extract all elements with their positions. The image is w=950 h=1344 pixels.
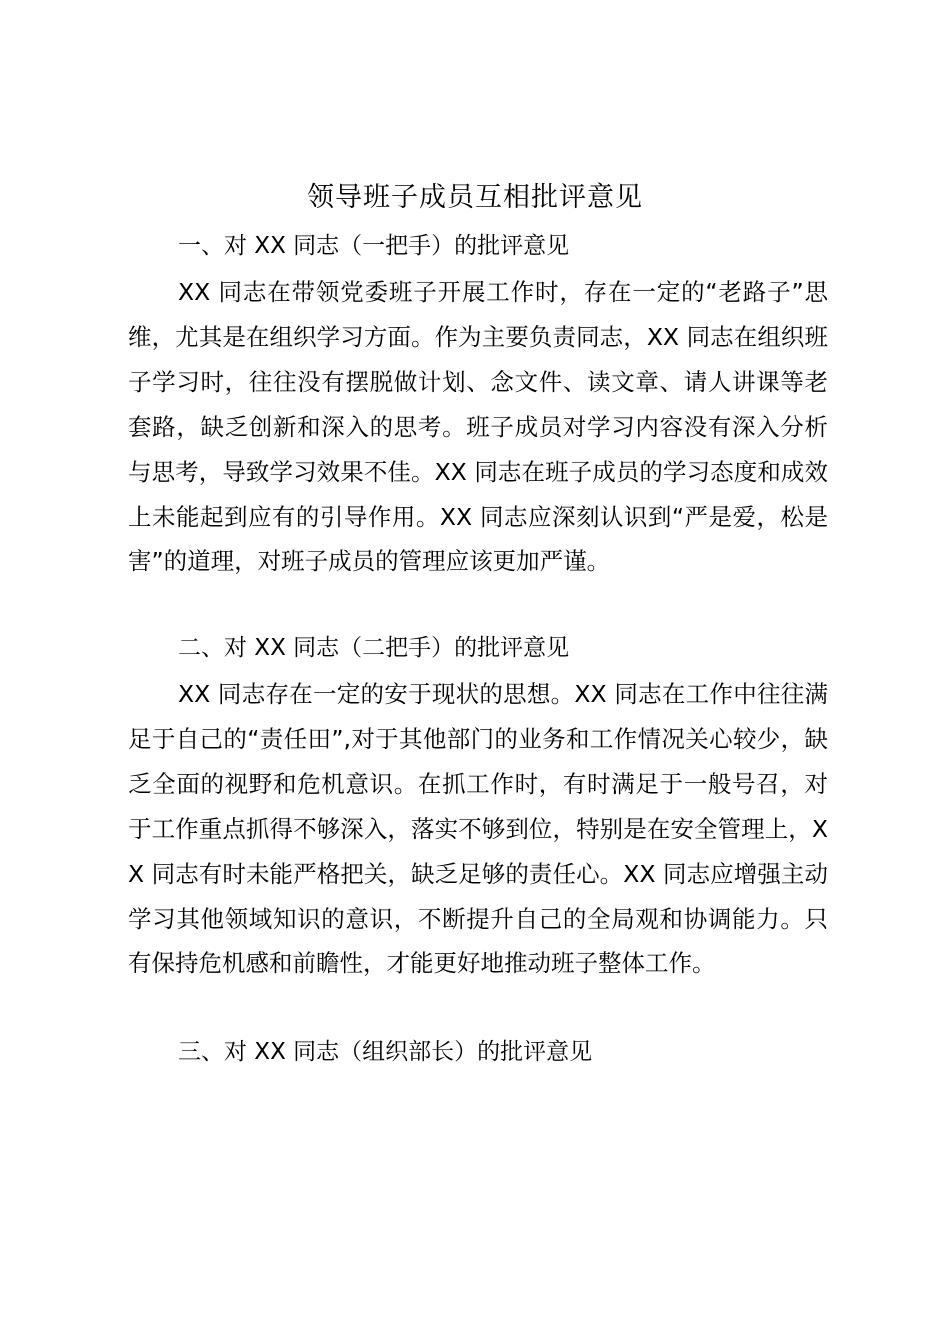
section-paragraph-1: XX 同志在带领党委班子开展工作时，存在一定的“老路子”思维，尤其是在组织学习方面。作为主要负责同志，XX 同志在组织班子学习时，往往没有摆脱做计划、念文件、读文章、请人讲课等老套路，缺乏创新和深入的思考。班子成员对学习内容没有深入分析与思考，导致学习效果不佳。XX 同志在班子成员的学习态度和成效上未能起到应有的引导作用。XX 同志应深刻认识到“严是爱，松是害”的道理，对班子成员的管理应该更加严谨。: [128, 278, 828, 576]
section-paragraph-2: XX 同志存在一定的安于现状的思想。XX 同志在工作中往往满足于自己的“责任田”,对于其他部门的业务和工作情况关心较少，缺乏全面的视野和危机意识。在抓工作时，有时满足于一般号召，对于工作重点抓得不够深入，落实不够到位，特别是在安全管理上，XX 同志有时未能严格把关，缺乏足够的责任心。XX 同志应增强主动学习其他领域知识的意识，不断提升自己的全局观和协调能力。只有保持危机感和前瞻性，才能更好地推动班子整体工作。: [128, 680, 828, 978]
section-heading-1: 一、对 XX 同志（一把手）的批评意见: [178, 233, 570, 259]
document-title: 领导班子成员互相批评意见: [307, 182, 643, 213]
section-heading-2: 二、对 XX 同志（二把手）的批评意见: [178, 635, 570, 661]
section-heading-3: 三、对 XX 同志（组织部长）的批评意见: [178, 1039, 593, 1065]
